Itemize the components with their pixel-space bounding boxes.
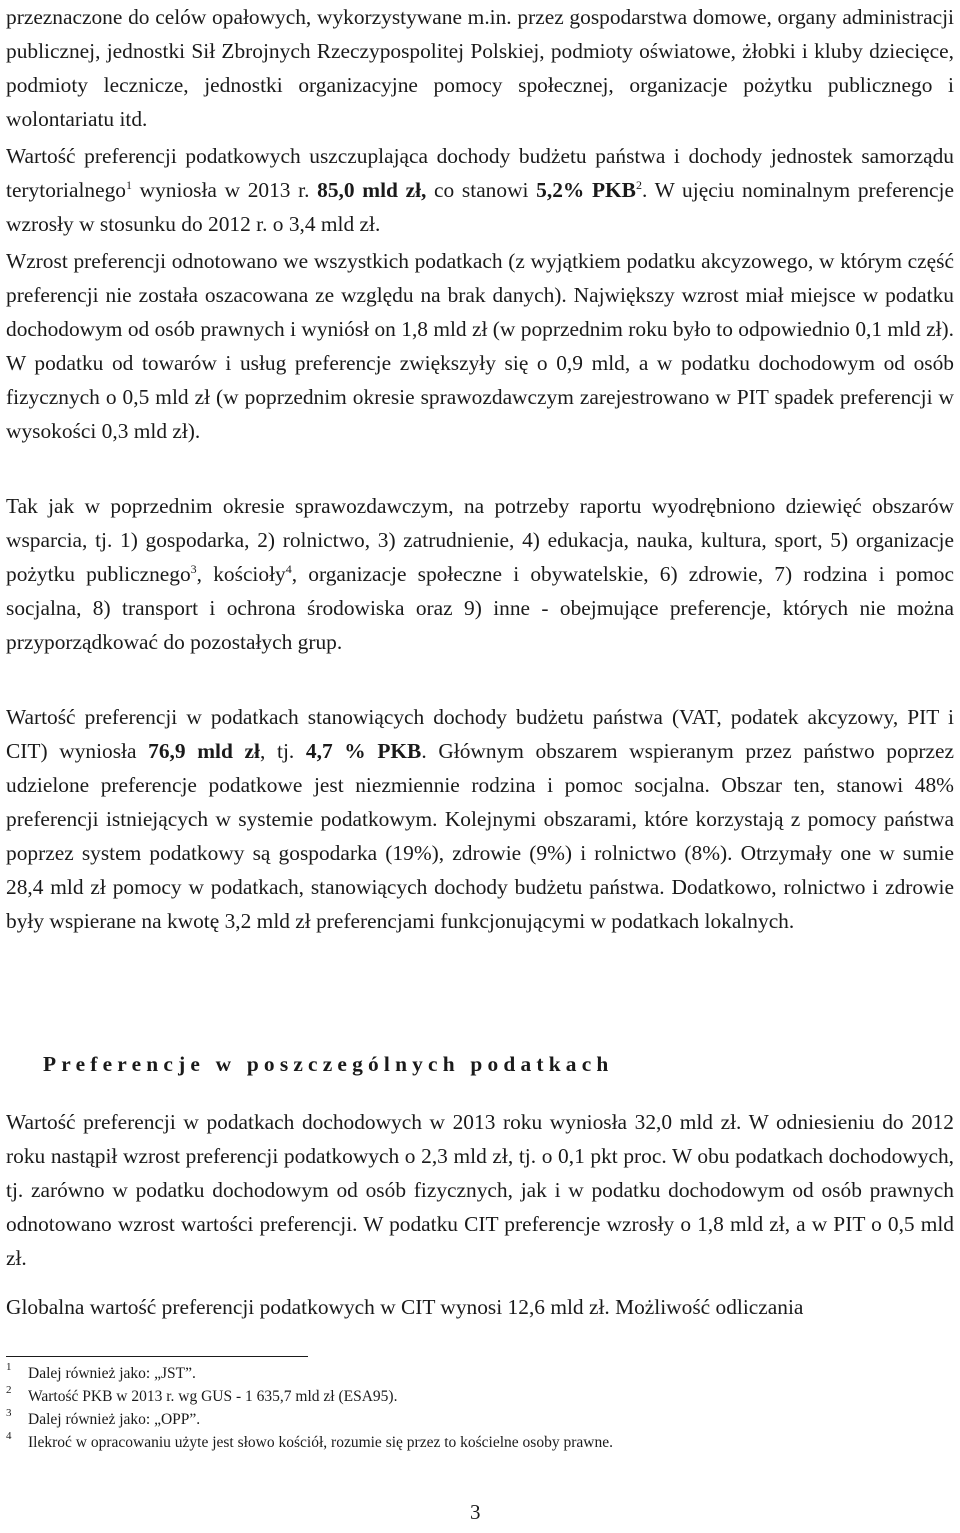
- paragraph-budget-taxes: [6, 700, 954, 938]
- footnote-ref: 3: [190, 561, 197, 576]
- text-run: . W ujęciu nominalnym preferencje wzrosły w stosunku do 2012 r. o 3,4 mld zł.: [6, 178, 954, 236]
- footnote-text: Dalej również jako: „OPP”.: [28, 1411, 201, 1428]
- footnotes: [6, 1362, 946, 1454]
- footnote-ref: 1: [125, 177, 132, 192]
- section-heading: Preferencje w poszczególnych podatkach: [43, 1052, 614, 1076]
- text-run: Wartość preferencji w podatkach stanowiących dochody budżetu państwa (VAT, podatek akcyzowy, PIT i CIT) wyniosła: [6, 705, 954, 763]
- paragraph-areas: [6, 489, 954, 659]
- paragraph-cit-global: [6, 1290, 954, 1324]
- text-run: Wartość preferencji podatkowych uszczuplająca dochody budżetu państwa i dochody jednostek samorządu terytorialnego: [6, 144, 954, 202]
- footnote-text: Wartość PKB w 2013 r. wg GUS - 1 635,7 mld zł (ESA95).: [28, 1388, 398, 1405]
- text-run: , tj.: [260, 739, 306, 763]
- footnote-number: 3: [6, 1407, 12, 1419]
- text-run: wyniosła w 2013 r.: [131, 178, 318, 202]
- footnote-ref: 4: [285, 561, 292, 576]
- footnote-number: 1: [6, 1361, 12, 1373]
- emphasized-value: 5,2% PKB: [536, 178, 636, 202]
- text-run: . Głównym obszarem wspieranym przez państwo poprzez udzielone preferencje podatkowe jest niezmiennie rodzina i pomoc socjalna. Obszar ten, stanowi 48% preferencji istniejących w systemie podatkowym. Kolejnymi obszarami, które korzystają z pomocy państwa poprzez system podatkowy są gospodarka (19%), zdrowie (9%) i rolnictwo (8%). Otrzymały one w sumie 28,4 mld zł pomocy w podatkach, stanowiących dochody budżetu państwa. Dodatkowo, rolnictwo i zdrowie były wspierane na kwotę 3,2 mld zł preferencjami funkcjonującymi w podatkach lokalnych.: [6, 739, 954, 933]
- text-run: Tak jak w poprzednim okresie sprawozdawczym, na potrzeby raportu wyodrębniono dziewięć obszarów wsparcia, tj. 1) gospodarka, 2) rolnictwo, 3) zatrudnienie, 4) edukacja, nauka, kultura, sport, 5) organizacje pożytku publicznego: [6, 494, 954, 586]
- text-run: co stanowi: [426, 178, 537, 202]
- footnote-item: [6, 1385, 946, 1408]
- footnote-separator: [6, 1356, 308, 1357]
- text-run: , kościoły: [196, 562, 286, 586]
- footnote-number: 2: [6, 1384, 12, 1396]
- paragraph-growth: [6, 244, 954, 448]
- footnote-text: Ilekroć w opracowaniu użyte jest słowo kościół, rozumie się przez to kościelne osoby prawne.: [28, 1434, 613, 1451]
- page-number: 3: [470, 1500, 481, 1524]
- text-run: przeznaczone do celów opałowych, wykorzystywane m.in. przez gospodarstwa domowe, organy administracji publicznej, jednostki Sił Zbrojnych Rzeczypospolitej Polskiej, podmioty oświatowe, żłobki i kluby dziecięce, podmioty lecznicze, jednostki organizacyjne pomocy społecznej, organizacje pożytku publicznego i wolontariatu itd.: [6, 5, 954, 131]
- text-run: , organizacje społeczne i obywatelskie, 6) zdrowie, 7) rodzina i pomoc socjalna, 8) transport i ochrona środowiska oraz 9) inne - obejmujące preferencje, których nie można przyporządkować do pozostałych grup.: [6, 562, 954, 654]
- footnote-ref: 2: [635, 177, 642, 192]
- footnote-item: [6, 1431, 946, 1454]
- text-run: Globalna wartość preferencji podatkowych w CIT wynosi 12,6 mld zł. Możliwość odliczania: [6, 1295, 804, 1319]
- emphasized-value: 85,0 mld zł,: [317, 178, 427, 202]
- paragraph-income-taxes: [6, 1105, 954, 1275]
- footnote-item: [6, 1362, 946, 1385]
- footnote-number: 4: [6, 1430, 12, 1442]
- footnote-text: Dalej również jako: „JST”.: [28, 1365, 196, 1382]
- text-run: Wartość preferencji w podatkach dochodowych w 2013 roku wyniosła 32,0 mld zł. W odniesieniu do 2012 roku nastąpił wzrost preferencji podatkowych o 2,3 mld zł, tj. o 0,1 pkt proc. W obu podatkach dochodowych, tj. zarówno w podatku dochodowym od osób fizycznych, jak i w podatku dochodowym od osób prawnych odnotowano wzrost wartości preferencji. W podatku CIT preferencje wzrosły o 1,8 mld zł, a w PIT o 0,5 mld zł.: [6, 1110, 954, 1270]
- footnote-item: [6, 1408, 946, 1431]
- paragraph-intro: [6, 0, 954, 136]
- emphasized-value: 4,7 % PKB: [305, 739, 422, 763]
- emphasized-value: 76,9 mld zł: [148, 739, 260, 763]
- paragraph-value-2013: [6, 139, 954, 241]
- text-run: Wzrost preferencji odnotowano we wszystkich podatkach (z wyjątkiem podatku akcyzowego, w którym część preferencji nie została oszacowana ze względu na brak danych). Największy wzrost miał miejsce w podatku dochodowym od osób prawnych i wyniósł on 1,8 mld zł (w poprzednim roku było to odpowiednio 0,1 mld zł). W podatku od towarów i usług preferencje zwiększyły się o 0,9 mld, a w podatku dochodowym od osób fizycznych o 0,5 mld zł (w poprzednim okresie sprawozdawczym zarejestrowano w PIT spadek preferencji w wysokości 0,3 mld zł).: [6, 249, 954, 443]
